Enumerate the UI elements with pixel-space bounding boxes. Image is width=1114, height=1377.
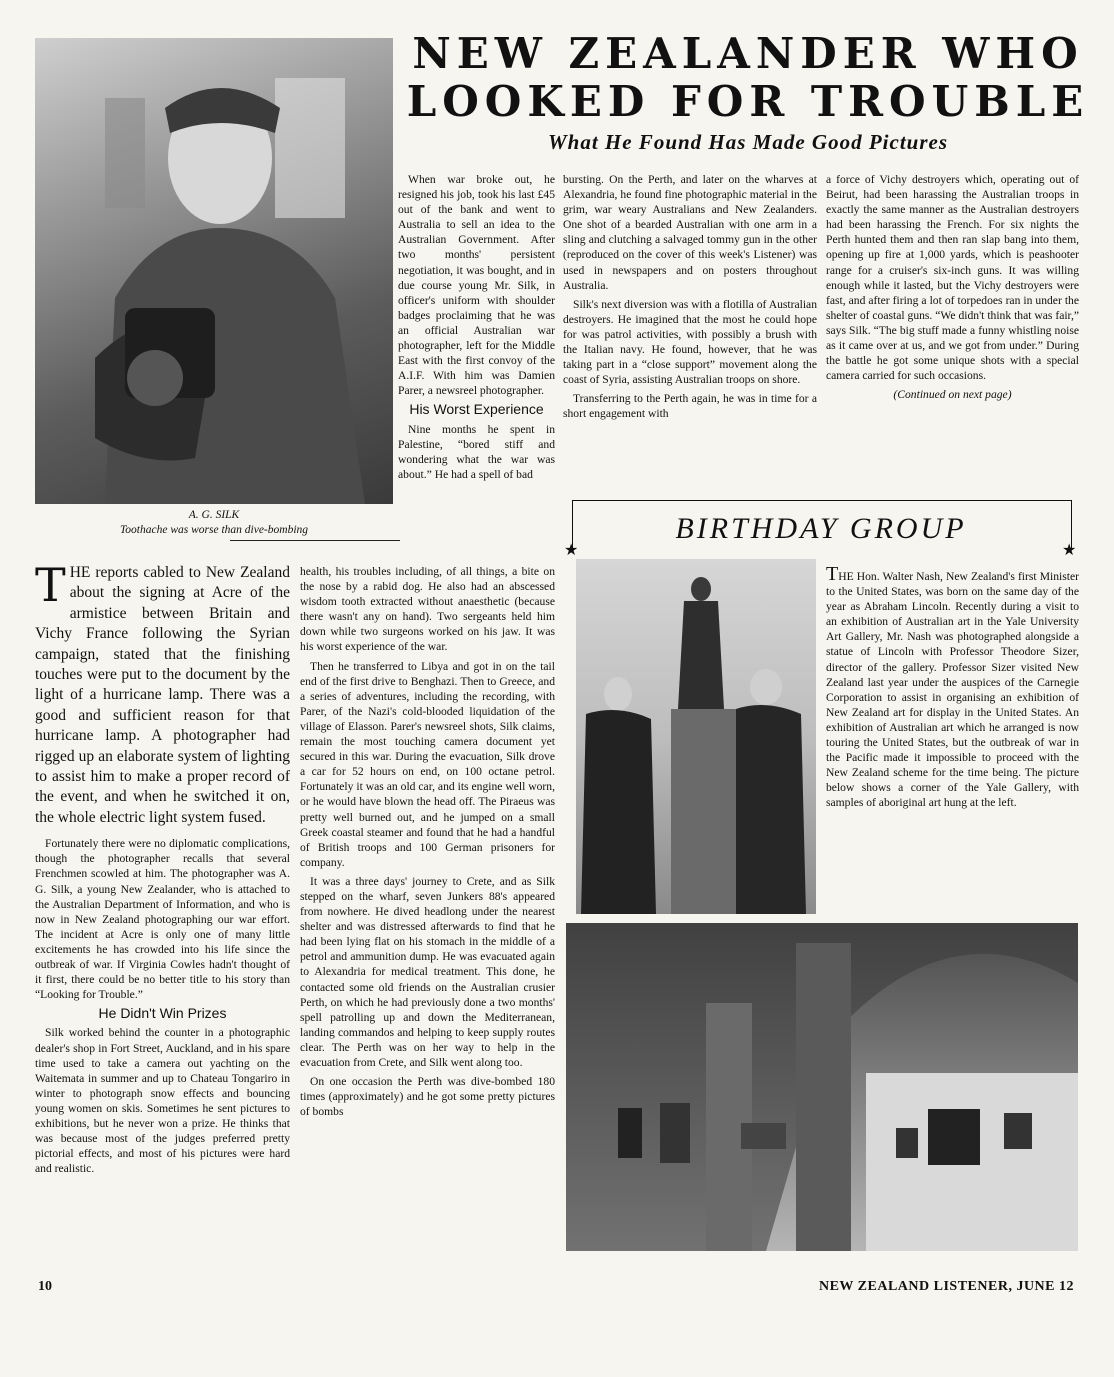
star-icon: ★ (1062, 542, 1077, 559)
paragraph: bursting. On the Perth, and later on the wharves at Alexandria, he found fine photographic material in the grim, war weary Australians and New Zealanders. One shot of a bearded Australian with one arm in a sling and clutching a salvaged tommy gun in the other (reproduced on the cover of this week's Listener) was used in newspapers and on posters throughout Australia. (563, 173, 817, 292)
paragraph: Transferring to the Perth again, he was in time for a short engagement with (563, 392, 817, 421)
birthday-text-column (826, 563, 1079, 815)
section-subhead: He Didn't Win Prizes (98, 1005, 227, 1022)
portrait-illustration (35, 38, 393, 504)
paragraph: a force of Vichy destroyers which, operating out of Beirut, had been harassing the Australian troops in exactly the same manner as the Australian destroyers had been harassing the French. For six nights the Perth hunted them and then ran slap bang into them, opening up fire at 1,000 yards, which is peashooter range for a cruiser's six-inch guns. It was willing enough while it lasted, but the Vichy destroyers were fast, and after firing a lot of torpedoes ran in under the shelter of coastal guns. “We didn't think that was fair,” says Silk. “The big stuff made a funny whistling noise as it came over at us, and we got from under.” During the battle he got some unique shots with a special camera carried for such occasions. (826, 173, 1079, 383)
paragraph: health, his troubles including, of all things, a bite on the nose by a rabid dog. He also had an abscessed wisdom tooth extracted without anaesthetic (because there wasn't any on hand). Two sergeants held him down while two surgeons worked on his jaw. It was his worst experience of the war. (300, 565, 555, 654)
paragraph: On one occasion the Perth was dive-bombed 180 times (approximately) and he got some pretty pictures of bombs (300, 1075, 555, 1119)
birthday-title: BIRTHDAY GROUP (675, 512, 967, 545)
headline-line-1: NEW ZEALANDER WHO (412, 29, 1084, 78)
lead-text: HE reports cabled to New Zealand about the signing at Acre of the armistice between Britain and Vichy France following the Syrian campaign, stated that the finishing touches were put to the document by the light of a hurricane lamp. There was a good and sufficient reason for that hurricane lamp. A photographer had rigged up an elaborate system of lighting to assist him to make a proper record of the event, and when he switched it on, the whole electric light system fused. (35, 564, 290, 826)
paragraph: Then he transferred to Libya and got in on the tail end of the first drive to Benghazi. Then to Greece, and a series of adventures, including the recording, with Parer, of the Nazi's cold-blooded liquidation of the village of Elasson. Parer's newsreel shots, Silk claims, remain the most touching camera document yet secured in this war. During the evacuation, Silk drove a car for 52 hours on end, on 100 octane petrol. Fortunately it was an old car, and its engine well worn, or he would have blown the head off. The Piraeus was pretty well burned out, and he jumped on a small Greek coastal steamer and found that he had a handful of British troops and 100 German prisoners for company. (300, 659, 555, 869)
article-column-a (398, 172, 555, 486)
paragraph: Silk worked behind the counter in a photographic dealer's shop in Fort Street, Auckland, and in his spare time used to take a camera out yachting on the Waitemata in summer and up to Chateau Tongariro in winter to photograph snow effects and bouncing young women on skis. Sometimes he sent pictures to exhibitions, but he never won a prize. He thinks that was because most of the judges preferred pretty pictorial effects, and most of his pictures were hard and realistic. (35, 1026, 290, 1176)
nash-illustration (576, 559, 816, 914)
portrait-photo (35, 38, 393, 504)
birthday-paragraph (826, 563, 1079, 811)
lead-paragraph (35, 558, 290, 828)
star-icon: ★ (564, 542, 579, 559)
gallery-illustration (566, 923, 1078, 1251)
photo-caption-name: A. G. SILK (188, 509, 240, 521)
headline (398, 30, 1098, 126)
article-column-d (826, 172, 1079, 406)
paragraph: Silk's next diversion was with a flotilla of Australian destroyers. He imagined that the most he could hope for was patrol activities, with possibly a brush with the Italian navy. He found, however, that he was taking part in a “close support” movement along the coast of Syria, assisting Australian troops on shore. (563, 297, 817, 387)
photo-caption (35, 508, 393, 538)
drop-cap: T (35, 558, 66, 612)
photo-caption-text: Toothache was worse than dive-bombing (119, 524, 309, 536)
article-column-c (563, 172, 817, 426)
headline-line-2: LOOKED FOR TROUBLE (406, 77, 1090, 126)
birthday-text: HE Hon. Walter Nash, New Zealand's first Minister to the United States, was born on the same day of the year as Abraham Lincoln. Recently during a visit to an exhibition of Australian art in the Yale University Art Gallery, Mr. Nash was photographed alongside a statue of Lincoln with Professor Theodore Sizer, director of the gallery. Professor Sizer visited New Zealand last year under the auspices of the Carnegie Corporation to assist in organising an exhibition of New Zealand art for display in the United States. An exhibition of Australian art which he arranged is now touring the United States, but the outbreak of war in the Pacific made it impossible to proceed with the New Zealand scheme for the time being. The picture below shows a corner of the Yale Gallery, with samples of aboriginal art hung at the left. (826, 570, 1079, 810)
gallery-photo (566, 923, 1078, 1251)
paragraph: It was a three days' journey to Crete, and as Silk stepped on the wharf, seven Junkers 88's appeared from nowhere. He dived headlong under the nearest shelter and was distressed afterwards to find that he had been lying flat on his stomach in the middle of a petrol and ammunition dump. He was evacuated again to Alexandria for medical treatment. This done, he contacted some old friends on the Australian crusier Perth, on which he had previously done a two months' spell patrolling up and down the Mediterranean, landing commandos and helping to keep supply routes clear. The Perth was on her way to help in the evacuation from Crete, and Silk went along too. (300, 874, 555, 1069)
paragraph: Nine months he spent in Palestine, “bored stiff and wondering what the war was about.” He had a spell of bad (398, 422, 555, 481)
article-column-b (300, 564, 555, 1123)
paragraph: When war broke out, he resigned his job, took his last £45 out of the bank and went to Australia to sell an idea to the Australian Government. After two months' persistent negotiation, it was bought, and in due course young Mr. Silk, in officer's uniform with shoulder badges proclaiming that he was an official Australian war photographer, left for the Middle East with the first convoy of the A.I.F. With him was Damien Parer, a newsreel photographer. (398, 173, 555, 398)
caption-divider (230, 540, 400, 541)
drop-cap: T (826, 563, 839, 585)
article-column-left (35, 558, 290, 1180)
nash-photo (576, 559, 816, 914)
section-subhead: His Worst Experience (409, 401, 544, 418)
headline-subtitle: What He Found Has Made Good Pictures (547, 130, 949, 154)
publication-footer: NEW ZEALAND LISTENER, JUNE 12 (818, 1279, 1074, 1294)
continued-note: (Continued on next page) (893, 388, 1012, 402)
paragraph: Fortunately there were no diplomatic complications, though the photographer recalls that several Frenchmen scowled at him. The photographer was A. G. Silk, a young New Zealander, who is attached to the Australian Department of Information, and who is now in New Zealand photographing our war effort. The incident at Acre is only one of many little excitements he has crowded into his life since the outbreak of war. If Virginia Cowles hadn't thought of it first, there could be no better title to his story than “Looking for Trouble.” (35, 837, 290, 1002)
page-number: 10 (38, 1279, 52, 1294)
